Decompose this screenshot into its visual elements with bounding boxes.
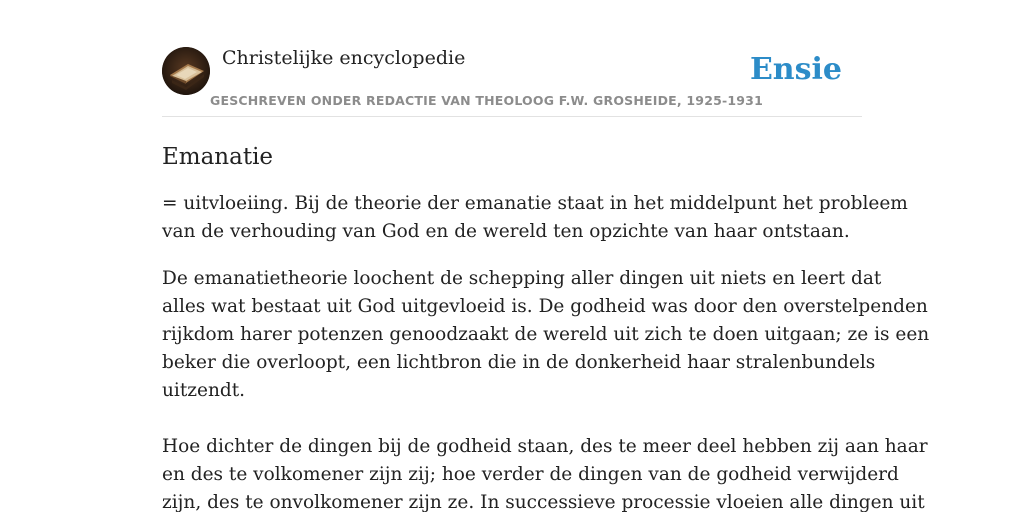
- article-paragraph: [162, 265, 930, 405]
- site-subtitle: GESCHREVEN ONDER REDACTIE VAN THEOLOOG F.W. GROSHEIDE, 1925-1931: [210, 93, 763, 108]
- avatar[interactable]: [162, 47, 210, 95]
- paragraph-line: = uitvloeiing. Bij de theorie der emanatie staat in het middelpunt het probleem: [162, 193, 908, 214]
- paragraph-line: uitzendt.: [162, 380, 246, 401]
- paragraph-line: van de verhouding van God en de wereld ten opzichte van haar ontstaan.: [162, 221, 850, 242]
- paragraph-line: en des te volkomener zijn zij; hoe verder de dingen van de godheid verwijderd: [162, 464, 899, 485]
- article-paragraph: [162, 190, 908, 246]
- paragraph-line: De emanatietheorie loochent de schepping aller dingen uit niets en leert dat: [162, 268, 882, 289]
- book-photo-icon: [162, 47, 210, 95]
- site-title[interactable]: Christelijke encyclopedie: [222, 47, 466, 69]
- brand-logo[interactable]: Ensie: [749, 52, 842, 87]
- paragraph-line: Hoe dichter de dingen bij de godheid staan, des te meer deel hebben zij aan haar: [162, 436, 928, 457]
- article-paragraph: [162, 433, 928, 512]
- page: [162, 0, 930, 512]
- paragraph-line: rijkdom harer potenzen genoodzaakt de wereld uit zich te doen uitgaan; ze is een: [162, 324, 930, 345]
- paragraph-line: zijn, des te onvolkomener zijn ze. In successieve processie vloeien alle dingen uit: [162, 492, 925, 512]
- article-title: Emanatie: [162, 144, 274, 170]
- paragraph-line: beker die overloopt, een lichtbron die in de donkerheid haar stralenbundels: [162, 352, 876, 373]
- site-header: [162, 0, 862, 117]
- paragraph-line: alles wat bestaat uit God uitgevloeid is. De godheid was door den overstelpenden: [162, 296, 928, 317]
